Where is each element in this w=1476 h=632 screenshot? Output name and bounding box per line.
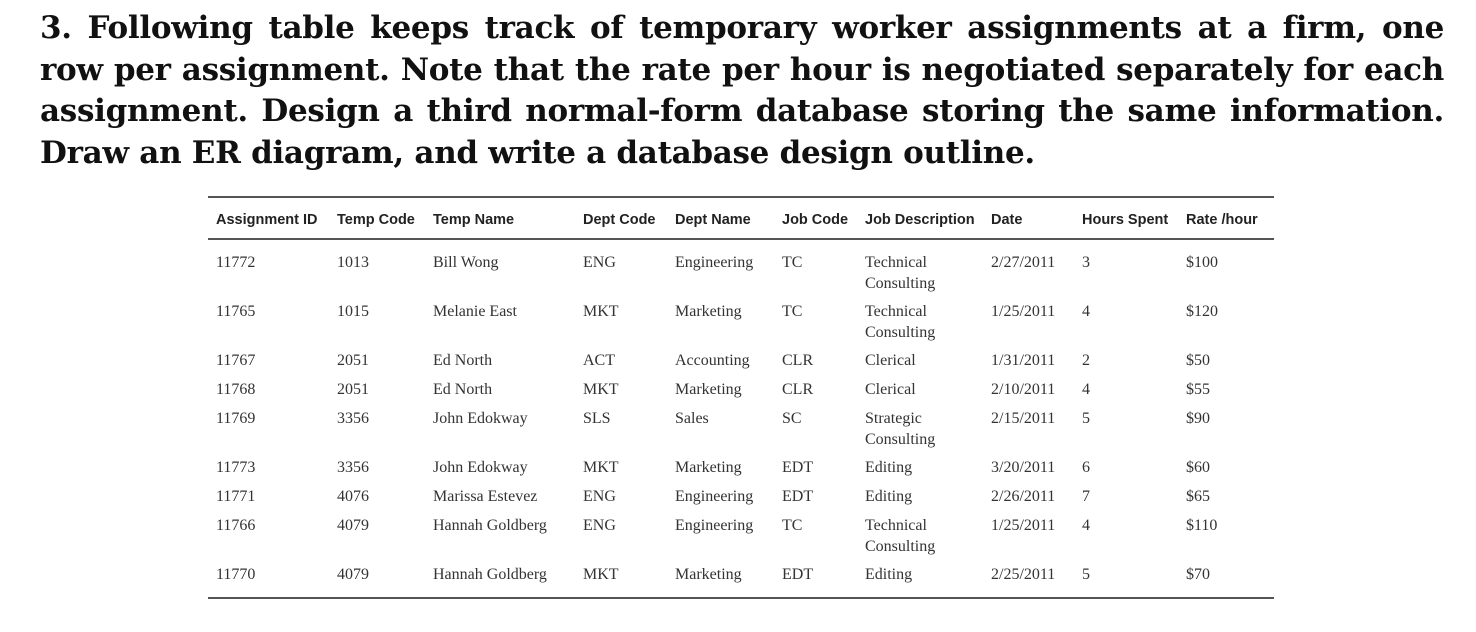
cell-job-code: TC bbox=[782, 303, 803, 320]
cell-dept-code: MKT bbox=[575, 562, 667, 598]
cell-rate-per-hour: $70 bbox=[1178, 562, 1274, 598]
cell-rate-per-hour: $90 bbox=[1186, 410, 1210, 427]
col-dept-code: Dept Code bbox=[575, 197, 667, 239]
cell-dept-code: ENG bbox=[583, 254, 616, 271]
col-date: Date bbox=[983, 197, 1074, 239]
cell-temp-name: Marissa Estevez bbox=[433, 488, 538, 505]
cell-job-description: Strategic Consulting bbox=[865, 410, 936, 448]
cell-job-code: TC bbox=[782, 517, 803, 534]
cell-hours-spent: 5 bbox=[1074, 562, 1178, 598]
cell-temp-code: 4076 bbox=[337, 488, 369, 505]
cell-temp-name: Hannah Goldberg bbox=[433, 517, 547, 534]
cell-hours-spent: 2 bbox=[1082, 352, 1090, 369]
cell-job-description: Editing bbox=[857, 562, 983, 598]
cell-assignment-id: 11772 bbox=[216, 254, 256, 271]
cell-assignment-id: 11770 bbox=[208, 562, 329, 598]
cell-dept-name: Marketing bbox=[675, 303, 742, 320]
cell-date: 2/10/2011 bbox=[991, 381, 1056, 398]
cell-job-description: Clerical bbox=[865, 381, 916, 398]
cell-assignment-id: 11767 bbox=[216, 352, 256, 369]
table-row bbox=[208, 377, 1274, 406]
cell-date: 1/31/2011 bbox=[991, 352, 1056, 369]
col-assignment-id: Assignment ID bbox=[208, 197, 329, 239]
cell-temp-name: Bill Wong bbox=[433, 254, 499, 271]
cell-job-code: CLR bbox=[782, 381, 814, 398]
cell-temp-name: Hannah Goldberg bbox=[425, 562, 575, 598]
cell-job-code: EDT bbox=[782, 459, 814, 476]
col-temp-name: Temp Name bbox=[425, 197, 575, 239]
cell-dept-name: Engineering bbox=[675, 517, 754, 534]
cell-job-description: Technical Consulting bbox=[865, 254, 936, 292]
cell-temp-code: 4079 bbox=[329, 562, 425, 598]
assignments-table bbox=[208, 196, 1274, 599]
table-row bbox=[208, 239, 1274, 299]
cell-assignment-id: 11771 bbox=[216, 488, 256, 505]
cell-temp-code: 3356 bbox=[337, 459, 369, 476]
cell-dept-name: Marketing bbox=[675, 381, 742, 398]
cell-dept-name: Accounting bbox=[675, 352, 750, 369]
cell-date: 2/27/2011 bbox=[991, 254, 1056, 271]
cell-job-code: EDT bbox=[774, 562, 857, 598]
question-text: 3. Following table keeps track of temporary worker assignments at a firm, one row per assignment. Note that the rate per hour is negotiated separately for each assignment. Design a third normal-form database storing the same information. Draw an ER diagram, and write a database design outline. bbox=[40, 10, 1444, 171]
cell-temp-name: Ed North bbox=[433, 352, 493, 369]
cell-date: 3/20/2011 bbox=[991, 459, 1056, 476]
cell-temp-name: John Edokway bbox=[433, 459, 528, 476]
cell-date: 2/15/2011 bbox=[991, 410, 1056, 427]
cell-temp-code: 3356 bbox=[337, 410, 369, 427]
cell-dept-code: MKT bbox=[583, 459, 619, 476]
col-job-description: Job Description bbox=[857, 197, 983, 239]
cell-date: 1/25/2011 bbox=[991, 303, 1056, 320]
table-body bbox=[208, 239, 1274, 598]
cell-hours-spent: 4 bbox=[1082, 303, 1090, 320]
cell-rate-per-hour: $120 bbox=[1186, 303, 1218, 320]
cell-rate-per-hour: $50 bbox=[1186, 352, 1210, 369]
table-row bbox=[208, 484, 1274, 513]
cell-assignment-id: 11769 bbox=[216, 410, 256, 427]
cell-rate-per-hour: $100 bbox=[1186, 254, 1218, 271]
col-dept-name: Dept Name bbox=[667, 197, 774, 239]
col-job-code: Job Code bbox=[774, 197, 857, 239]
cell-dept-code: MKT bbox=[583, 381, 619, 398]
col-hours-spent: Hours Spent bbox=[1074, 197, 1178, 239]
cell-hours-spent: 4 bbox=[1082, 381, 1090, 398]
cell-dept-name: Sales bbox=[675, 410, 709, 427]
cell-assignment-id: 11766 bbox=[216, 517, 256, 534]
table-row bbox=[208, 455, 1274, 484]
cell-rate-per-hour: $65 bbox=[1186, 488, 1210, 505]
cell-job-description: Editing bbox=[865, 488, 913, 505]
cell-dept-code: ENG bbox=[583, 488, 616, 505]
cell-hours-spent: 4 bbox=[1082, 517, 1090, 534]
table-row bbox=[208, 299, 1274, 348]
cell-dept-name: Marketing bbox=[675, 459, 742, 476]
cell-hours-spent: 5 bbox=[1082, 410, 1090, 427]
header-row bbox=[208, 197, 1274, 239]
table-row bbox=[208, 406, 1274, 455]
cell-job-code: TC bbox=[782, 254, 803, 271]
cell-rate-per-hour: $60 bbox=[1186, 459, 1210, 476]
cell-temp-code: 4079 bbox=[337, 517, 369, 534]
cell-assignment-id: 11768 bbox=[216, 381, 256, 398]
cell-date: 2/25/2011 bbox=[983, 562, 1074, 598]
table-row bbox=[208, 513, 1274, 562]
cell-rate-per-hour: $55 bbox=[1186, 381, 1210, 398]
cell-job-description: Technical Consulting bbox=[865, 517, 936, 555]
table-row bbox=[208, 562, 1274, 598]
cell-temp-code: 2051 bbox=[337, 352, 369, 369]
cell-dept-code: ACT bbox=[583, 352, 615, 369]
cell-hours-spent: 3 bbox=[1082, 254, 1090, 271]
cell-job-code: SC bbox=[782, 410, 802, 427]
cell-dept-code: SLS bbox=[583, 410, 611, 427]
cell-date: 2/26/2011 bbox=[991, 488, 1056, 505]
col-rate-per-hour: Rate /hour bbox=[1178, 197, 1274, 239]
cell-job-code: EDT bbox=[782, 488, 814, 505]
cell-hours-spent: 7 bbox=[1082, 488, 1090, 505]
cell-dept-name: Engineering bbox=[675, 254, 754, 271]
cell-temp-name: Melanie East bbox=[433, 303, 517, 320]
cell-job-code: CLR bbox=[782, 352, 814, 369]
cell-dept-name: Engineering bbox=[675, 488, 754, 505]
cell-dept-name: Marketing bbox=[667, 562, 774, 598]
table-row bbox=[208, 348, 1274, 377]
cell-hours-spent: 6 bbox=[1082, 459, 1090, 476]
cell-dept-code: ENG bbox=[583, 517, 616, 534]
cell-assignment-id: 11773 bbox=[216, 459, 256, 476]
cell-assignment-id: 11765 bbox=[216, 303, 256, 320]
cell-rate-per-hour: $110 bbox=[1186, 517, 1218, 534]
assignments-table-container bbox=[208, 196, 1274, 599]
cell-dept-code: MKT bbox=[583, 303, 619, 320]
cell-temp-code: 1015 bbox=[337, 303, 369, 320]
cell-job-description: Technical Consulting bbox=[865, 303, 936, 341]
cell-temp-name: John Edokway bbox=[433, 410, 528, 427]
cell-job-description: Clerical bbox=[865, 352, 916, 369]
cell-job-description: Editing bbox=[865, 459, 913, 476]
cell-temp-code: 1013 bbox=[337, 254, 369, 271]
cell-temp-code: 2051 bbox=[337, 381, 369, 398]
col-temp-code: Temp Code bbox=[329, 197, 425, 239]
cell-temp-name: Ed North bbox=[433, 381, 493, 398]
cell-date: 1/25/2011 bbox=[991, 517, 1056, 534]
